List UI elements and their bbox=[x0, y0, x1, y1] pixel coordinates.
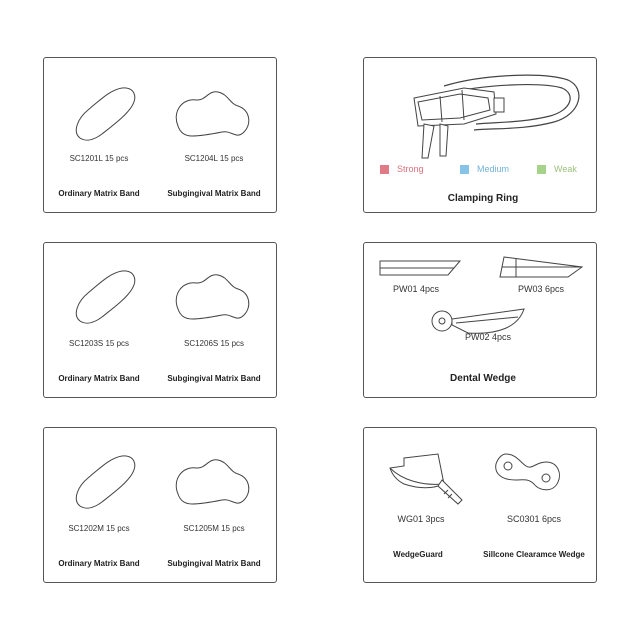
subgingival-band-name: Subgingival Matrix Band bbox=[167, 559, 261, 568]
silicone-clearance-wedge-icon bbox=[492, 450, 562, 496]
wedge-pw01-icon bbox=[378, 257, 462, 279]
ordinary-band-code: SC1203S 15 pcs bbox=[68, 339, 130, 348]
clamping-ring-panel bbox=[363, 57, 597, 213]
ordinary-matrix-band-icon bbox=[72, 448, 142, 518]
subgingival-matrix-band-icon bbox=[172, 454, 252, 514]
wedge-pw02-label: PW02 4pcs bbox=[464, 332, 512, 342]
subgingival-matrix-band-icon bbox=[172, 86, 252, 146]
dental-wedge-panel bbox=[363, 242, 597, 398]
dental-wedge-title: Dental Wedge bbox=[450, 373, 516, 384]
weak-label: Weak bbox=[554, 164, 577, 174]
ordinary-band-name: Ordinary Matrix Band bbox=[58, 559, 140, 568]
clamping-ring-icon bbox=[404, 68, 584, 163]
wedge-pw01-label: PW01 4pcs bbox=[392, 284, 440, 294]
ordinary-matrix-band-icon bbox=[72, 80, 142, 150]
clearance-wedge-code: SC0301 6pcs bbox=[506, 514, 562, 524]
accessories-panel bbox=[363, 427, 597, 583]
subgingival-band-code: SC1204L 15 pcs bbox=[184, 154, 244, 163]
subgingival-band-code: SC1206S 15 pcs bbox=[183, 339, 245, 348]
matrix-band-panel-2 bbox=[43, 242, 277, 398]
ordinary-band-code: SC1201L 15 pcs bbox=[69, 154, 129, 163]
strength-legend-strong bbox=[380, 164, 424, 174]
ordinary-matrix-band-icon bbox=[72, 263, 142, 333]
matrix-band-panel-1 bbox=[43, 57, 277, 213]
subgingival-band-name: Subgingival Matrix Band bbox=[167, 374, 261, 383]
strength-legend-medium bbox=[460, 164, 509, 174]
wedgeguard-name: WedgeGuard bbox=[393, 550, 443, 559]
strong-label: Strong bbox=[397, 164, 424, 174]
ordinary-band-name: Ordinary Matrix Band bbox=[58, 189, 140, 198]
medium-label: Medium bbox=[477, 164, 510, 174]
wedgeguard-code: WG01 3pcs bbox=[397, 514, 445, 524]
weak-swatch bbox=[537, 165, 546, 174]
clamping-ring-title: Clamping Ring bbox=[447, 193, 519, 204]
medium-swatch bbox=[460, 165, 469, 174]
wedgeguard-icon bbox=[382, 450, 466, 506]
clearance-wedge-name: Sillcone Clearamce Wedge bbox=[483, 550, 585, 559]
matrix-band-panel-3 bbox=[43, 427, 277, 583]
ordinary-band-code: SC1202M 15 pcs bbox=[68, 524, 130, 533]
ordinary-band-name: Ordinary Matrix Band bbox=[58, 374, 140, 383]
subgingival-matrix-band-icon bbox=[172, 269, 252, 329]
subgingival-band-code: SC1205M 15 pcs bbox=[183, 524, 245, 533]
strong-swatch bbox=[380, 165, 389, 174]
strength-legend-weak bbox=[537, 164, 577, 174]
wedge-pw03-label: PW03 6pcs bbox=[517, 284, 565, 294]
subgingival-band-name: Subgingival Matrix Band bbox=[167, 189, 261, 198]
wedge-pw03-icon bbox=[498, 255, 584, 281]
